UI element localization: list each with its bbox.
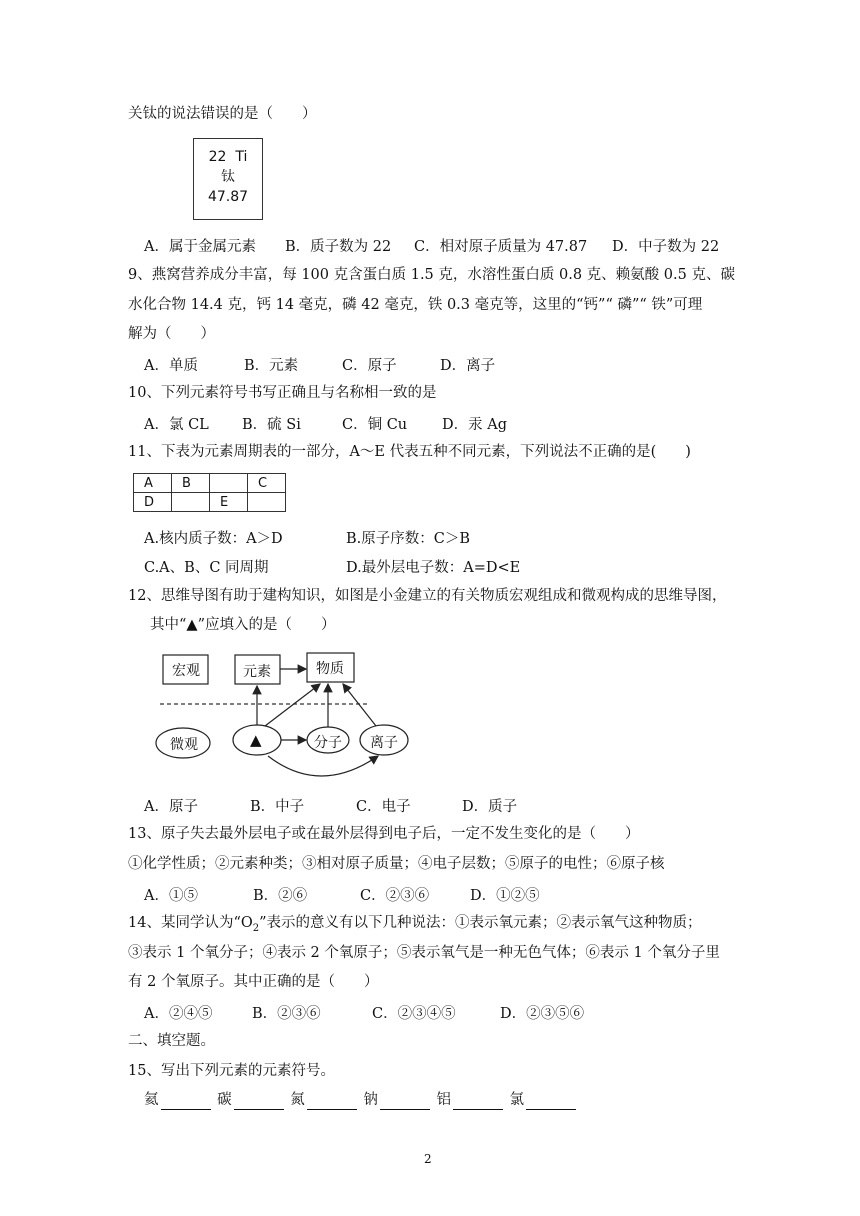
q8-option-a: A．属于金属元素: [144, 239, 256, 255]
q13-option-d: D．①②⑤: [470, 888, 540, 904]
macro-label: 宏观: [172, 663, 200, 679]
table-cell: [210, 474, 248, 493]
q15-element: 氦: [144, 1092, 159, 1108]
q10-option-c: C．铜 Cu: [342, 417, 408, 433]
q12-option-d: D．质子: [462, 799, 518, 815]
q8-option-d: D．中子数为 22: [612, 239, 720, 255]
q13-option-c: C．②③⑥: [360, 888, 430, 904]
element-name: 钛: [221, 169, 235, 185]
substance-label: 物质: [316, 661, 344, 677]
q15-stem: 15、写出下列元素的元素符号。: [128, 1063, 335, 1079]
mind-map-diagram: [150, 648, 410, 788]
table-cell: B: [172, 474, 210, 493]
section-2-heading: 二、填空题。: [128, 1033, 215, 1049]
q13-stem: 13、原子失去最外层电子或在最外层得到电子后，一定不发生变化的是（ ）: [128, 826, 640, 842]
answer-blank[interactable]: [161, 1095, 211, 1110]
answer-blank[interactable]: [307, 1095, 357, 1110]
q8-stem: 关钛的说法错误的是（ ）: [128, 106, 317, 122]
q14-line-1-post: ”表示的意义有以下几种说法：①表示氧元素；②表示氧气这种物质；: [259, 915, 702, 931]
q10-option-b: B．硫 Si: [242, 417, 301, 433]
page-number: 2: [424, 1152, 432, 1166]
table-cell: [172, 493, 210, 512]
q10-option-d: D．汞 Ag: [442, 417, 507, 433]
answer-blank[interactable]: [526, 1095, 576, 1110]
q14-line-3: 有 2 个氧原子。其中正确的是（ ）: [128, 974, 379, 990]
element-symbol: Ti: [235, 149, 248, 165]
q9-option-a: A．单质: [144, 358, 198, 374]
q15-element: 氮: [290, 1092, 305, 1108]
q13-option-b: B．②⑥: [253, 888, 308, 904]
q14-line-1-sub: 2: [252, 922, 260, 934]
q8-option-b: B．质子数为 22: [285, 239, 392, 255]
table-cell: A: [134, 474, 172, 493]
q11-option-b: B.原子序数：C＞B: [346, 531, 471, 547]
molecule-label: 分子: [314, 735, 342, 751]
micro-label: 微观: [170, 737, 198, 753]
element-label: 元素: [243, 664, 271, 680]
q8-option-c: C．相对原子质量为 47.87: [414, 239, 588, 255]
atomic-mass: 47.87: [207, 189, 249, 205]
q10-stem: 10、下列元素符号书写正确且与名称相一致的是: [128, 385, 437, 401]
answer-blank[interactable]: [380, 1095, 430, 1110]
q14-option-c: C．②③④⑤: [372, 1006, 456, 1022]
answer-blank[interactable]: [453, 1095, 503, 1110]
q14-line-2: ③表示 1 个氧分子；④表示 2 个氧原子；⑤表示氧气是一种无色气体；⑥表示 1 个氧分子里: [128, 945, 720, 961]
q14-line-1-pre: 14、某同学认为“O: [128, 915, 253, 931]
q15-element: 氯: [509, 1092, 525, 1108]
q13-option-a: A．①⑤: [144, 888, 198, 904]
q15-element: 铝: [436, 1092, 451, 1108]
q12-option-b: B．中子: [250, 799, 305, 815]
q11-stem: 11、下表为元素周期表的一部分，A～E 代表五种不同元素，下列说法不正确的是( ): [128, 444, 691, 460]
q12-option-c: C．电子: [356, 799, 411, 815]
q12-line-1: 12、思维导图有助于建构知识，如图是小金建立的有关物质宏观组成和微观构成的思维导图，: [128, 588, 727, 604]
q14-option-d: D．②③⑤⑥: [500, 1006, 585, 1022]
q9-line-3: 解为（ ）: [128, 326, 215, 342]
q15-element: 碳: [217, 1092, 232, 1108]
titanium-element-box: [193, 138, 263, 220]
triangle-icon: ▲: [250, 731, 262, 749]
table-cell: E: [210, 493, 248, 512]
q13-items: ①化学性质；②元素种类；③相对原子质量；④电子层数；⑤原子的电性；⑥原子核: [128, 856, 665, 872]
q10-option-a: A．氯 CL: [144, 417, 209, 433]
q9-option-d: D．离子: [440, 358, 496, 374]
table-cell: [248, 493, 286, 512]
q15-blanks-row: [144, 1090, 578, 1110]
q11-option-c: C.A、B、C 同周期: [144, 560, 269, 576]
q14-line-1: [128, 913, 702, 939]
ion-label: 离子: [370, 735, 398, 751]
q15-element: 钠: [363, 1092, 378, 1108]
atomic-number: 22: [208, 149, 227, 165]
q12-line-2: 其中“▲”应填入的是（ ）: [150, 617, 336, 633]
q14-option-a: A．②④⑤: [144, 1006, 213, 1022]
q9-option-b: B．元素: [244, 358, 299, 374]
q14-option-b: B．②③⑥: [252, 1006, 321, 1022]
q11-option-d: D.最外层电子数：A=D<E: [346, 560, 521, 576]
answer-blank[interactable]: [234, 1095, 284, 1110]
periodic-table-fragment: [133, 473, 286, 512]
q11-option-a: A.核内质子数：A＞D: [144, 531, 283, 547]
table-cell: D: [134, 493, 172, 512]
table-cell: C: [248, 474, 286, 493]
q9-option-c: C．原子: [342, 358, 397, 374]
q9-line-2: 水化合物 14.4 克，钙 14 毫克，磷 42 毫克，铁 0.3 毫克等，这里的“钙”“ 磷”“ 铁”可理: [128, 297, 703, 313]
q12-option-a: A．原子: [144, 799, 198, 815]
q9-line-1: 9、燕窝营养成分丰富，每 100 克含蛋白质 1.5 克，水溶性蛋白质 0.8 克、赖氨酸 0.5 克、碳: [128, 267, 735, 283]
